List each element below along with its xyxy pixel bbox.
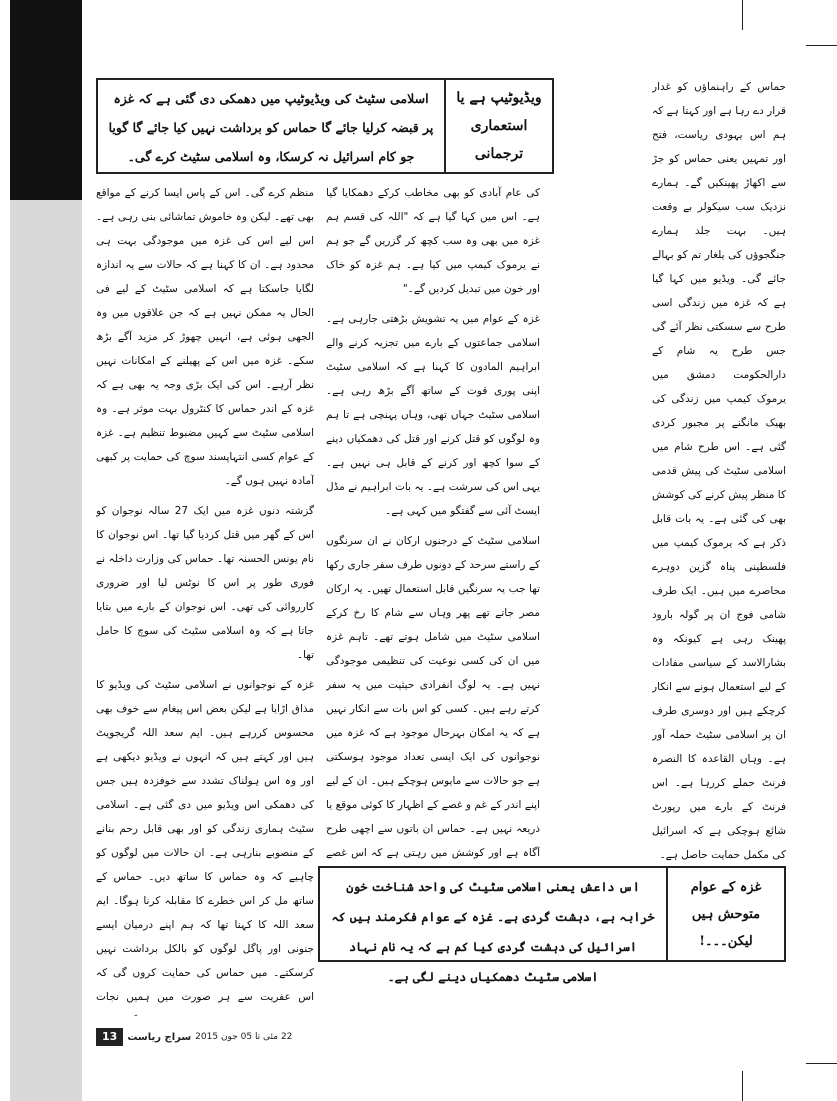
- page-number: 13: [96, 1028, 123, 1046]
- pull-quote-label: غزہ کے عوام متوحش ہیں لیکن۔۔۔!: [666, 868, 784, 960]
- margin-black-bar: [10, 0, 82, 200]
- page-footer: [96, 1028, 292, 1046]
- paragraph: اسلامی سٹیٹ کے درجنوں ارکان نے ان سرنگوں کے راستے سرحد کے دونوں طرف سفر جاری رکھا تھا جب یہ سرنگیں قابل استعمال تھیں۔ یہ ارکان مصر جاتے تھے پھر وہاں سے شام کا رخ کرکے اسلامی سٹیٹ میں شامل ہوتے تھے۔ تاہم غزہ میں ان کی کسی نوعیت کی تنظیمی موجودگی نہیں ہے۔ یہ لوگ انفرادی حیثیت میں یہ سفر کرتے رہے ہیں۔ کسی کو اس بات سے انکار نہیں ہے کہ یہ امکان بہرحال موجود ہے کہ غزہ میں نوجوانوں کی ایک ایسی تعداد موجود ہوسکتی ہے جو حالات سے مایوس ہوچکے ہیں۔ ان کے لیے اپنے اندر کے غم و غصے کے اظہار کا کوئی موقع یا ذریعہ نہیں ہے۔ حماس ان باتوں سے اچھی طرح آگاہ ہے اور کوشش میں رہتی ہے کہ اس غصے: [326, 535, 540, 859]
- crop-mark: [806, 45, 837, 46]
- article-column-left: [96, 181, 314, 1016]
- paragraph: غزہ کے نوجوانوں نے اسلامی سٹیٹ کی ویڈیو کا مذاق اڑایا ہے لیکن بعض اس پیغام سے خوف بھی محسوس کررہے ہیں۔ ایم سعد اللہ گریجویٹ ہیں اور کہتے ہیں کہ انہوں نے ویڈیو دیکھی ہے اور وہ اس ہولناک تشدد سے خوفزدہ ہیں جس کی دھمکی اس ویڈیو میں دی گئی ہے۔ اسلامی سٹیٹ ہماری زندگی کو اور بھی قابل رحم بنانے کے منصوبے بنارہی ہے۔ ان حالات میں لوگوں کو چاہیے کہ وہ حماس کا ساتھ دیں۔ حماس کے ساتھ مل کر اس خطرے کا مقابلہ کرنا ہوگا۔ ایم سعد اللہ کا کہنا تھا کہ ہم اپنے درمیان ایسے جنونی اور پاگل لوگوں کو بالکل برداشت نہیں کرسکتے۔ میں حماس کی حمایت کروں گی کہ اس عفریت سے ہر صورت میں ہمیں نجات: [96, 679, 314, 1003]
- pull-quote-label: ویڈیوٹیپ ہے یا استعماری ترجمانی: [444, 80, 552, 172]
- margin-grey-bar: [10, 200, 82, 1101]
- pull-quote-text: اسلامی سٹیٹ کی ویڈیوٹیپ میں دھمکی دی گئی ہے کہ غزہ پر قبضہ کرلیا جائے گا حماس کو برداشت نہیں کیا جائے گا گویا جو کام اسرائیل نہ کرسکا، وہ اسلامی سٹیٹ کرے گی۔: [108, 91, 434, 164]
- crop-mark: [806, 1063, 837, 1064]
- paragraph: حماس کے راہنماؤں کو غدار قرار دے رہا ہے اور کہتا ہے کہ ہم اس یہودی ریاست، فتح اور تمہیں یعنی حماس کو جڑ سے اکھاڑ پھینکیں گے۔ ہمارے نزدیک سب سیکولر بے وقعت ہیں۔ بہت جلد ہمارے جنگجوؤں کی یلغار تم کو بہالے جائے گی۔ ویڈیو میں کہا گیا ہے کہ غزہ میں زندگی اسی طرح سے سسکتی نظر آئے گی جس طرح یہ شام کے دارالحکومت دمشق میں یرموک کیمپ میں زندگی کی بھیک مانگنے پر مجبور کردی گئی ہے۔ اس طرح شام میں اسلامی سٹیٹ کی پیش قدمی کا منظر پیش کرنے کی کوشش بھی کی گئی ہے۔ یہ بات قابل ذکر ہے کہ یرموک کیمپ میں فلسطینی پناہ گزین دوہرے محاصرے میں ہیں۔ ایک طرف شامی فوج ان پر گولہ بارود پھینک رہی ہے کیونکہ وہ بشارالاسد کے سیاسی مفادات کے لیے استعمال ہونے سے انکار کرچکے ہیں اور دوسری طرف ان پر اسلامی سٹیٹ حملہ آور ہے۔ وہاں القاعدہ کا النصرہ فرنٹ حملے کررہا ہے۔ اس فرنٹ کے بارے میں رپورٹ شائع ہوچکی ہے کہ اسرائیل کی مکمل حمایت حاصل ہے۔: [652, 81, 786, 861]
- publication-name: سراج ریاست: [127, 1031, 192, 1043]
- paragraph: گزشتہ دنوں غزہ میں ایک 27 سالہ نوجوان کو اس کے گھر میں قتل کردیا گیا تھا۔ اس نوجوان کا نام یونس الحسنہ تھا۔ حماس کی وزارت داخلہ نے فوری طور پر اس کا نوٹس لیا اور ضروری کارروائی کی تھی۔ اس نوجوان کے بارے میں بتایا جاتا ہے کہ وہ اسلامی سٹیٹ کی سوچ کا حامل تھا۔: [96, 505, 314, 661]
- pull-quote-text: اس داعش یعنی اسلامی سٹیٹ کی واحد شناخت خون خرابہ ہے، دہشت گردی ہے۔ غزہ کے عوام فکرمند ہیں کہ اسرائیل کی دہشت گردی کیا کم ہے کہ یہ نام نہاد اسلامی سٹیٹ دھمکیاں دینے لگی ہے۔: [331, 880, 655, 984]
- paragraph: منظم کرے گی۔ اس کے پاس ایسا کرنے کے مواقع بھی تھے۔ لیکن وہ خاموش تماشائی بنی رہی ہے۔ اس لیے اس کی غزہ میں موجودگی بہت ہی محدود ہے۔ ان کا کہنا ہے کہ حالات سے یہ اندازہ لگایا جاسکتا ہے کہ اسلامی سٹیٹ کے لیے فی الحال یہ ممکن نہیں ہے کہ جن علاقوں میں وہ الجھی ہوئی ہے، انہیں چھوڑ کر مزید آگے بڑھ سکے۔ غزہ میں اس کے پھیلنے کے امکانات نہیں نظر آرہے۔ اس کی ایک بڑی وجہ یہ بھی ہے کہ غزہ کے اندر حماس کا کنٹرول بہت موثر ہے۔ وہ اسلامی سٹیٹ سے کہیں مضبوط تنظیم ہے۔ غزہ کے عوام کسی انتہاپسند سوچ کی حمایت پر کبھی آمادہ نہیں ہوں گے۔: [96, 187, 314, 487]
- crop-mark: [742, 1071, 743, 1101]
- article-column-middle: [326, 181, 540, 861]
- pull-quote-bottom: [318, 866, 786, 984]
- crop-mark: [742, 0, 743, 30]
- paragraph: غزہ کے عوام میں یہ تشویش بڑھتی جارہی ہے۔ اسلامی جماعتوں کے بارے میں تجزیہ کرنے والے ابراہیم المادون کا کہنا ہے کہ اسلامی سٹیٹ اپنی پوری قوت کے ساتھ آگے بڑھ رہی ہے۔ اسلامی سٹیٹ جہاں تھی، وہاں پہنچی ہے تا ہم وہ لوگوں کو قتل کرنے اور قتل کی دھمکیاں دینے کے سوا کچھ اور کرنے کے قابل ہی نہیں ہے۔ یہی اس کی سرشت ہے۔ یہ بات ابراہیم نے مڈل ایسٹ آئی سے گفتگو میں کہی ہے۔: [326, 313, 540, 517]
- article-column-right: [652, 75, 786, 875]
- pull-quote-top: [96, 78, 554, 174]
- paragraph: کی عام آبادی کو بھی مخاطب کرکے دھمکایا گیا ہے۔ اس میں کہا گیا ہے کہ "اللہ کی قسم ہم غزہ میں بھی وہ سب کچھ کر گزریں گے جو ہم نے یرموک کیمپ میں کیا ہے۔ ہم غزہ کو خاک اور خون میں تبدیل کردیں گے۔": [326, 187, 540, 295]
- issue-date: 22 مئی تا 05 جون 2015: [195, 1032, 293, 1042]
